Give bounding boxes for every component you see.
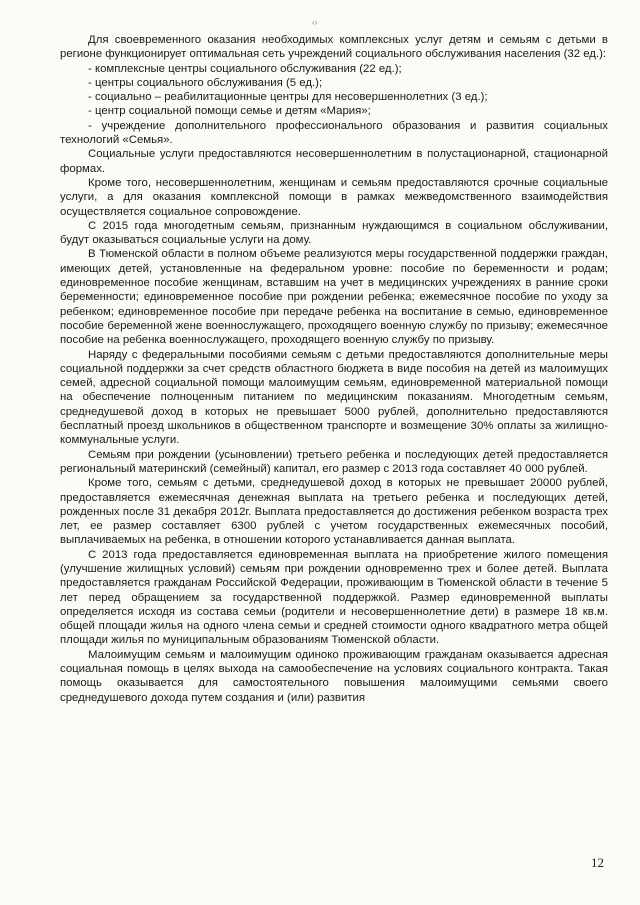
paragraph: Социальные услуги предоставляются несовершеннолетним в полустационарной, стационарной формах. bbox=[60, 148, 608, 175]
paragraph: Малоимущим семьям и малоимущим одиноко проживающим гражданам оказывается адресная социальная помощь в целях выхода на самообеспечение на условиях социального контракта. Такая помощь оказывается для самостоятельного повышения малоимущими семьями своего среднедушевого дохода путем создания и (или) развития bbox=[60, 648, 608, 704]
list-item: - социально – реабилитационные центры для несовершеннолетних (3 ед.); bbox=[88, 91, 488, 104]
list-item: - центры социального обслуживания (5 ед.); bbox=[88, 76, 323, 89]
paragraph: Для своевременного оказания необходимых комплексных услуг детям и семьям с детьми в регионе функционирует оптимальная сеть учреждений социального обслуживания населения (32 ед.): bbox=[60, 34, 608, 61]
paragraph: Наряду с федеральными пособиями семьям с детьми предоставляются дополнительные меры социальной поддержки за счет средств областного бюджета в виде пособия на детей из малоимущих семей, адресной социальной помощи малоимущим семьям, единовременной материальной помощи на обеспечение полноценным питанием по медицинским показаниям. Многодетным семьям, среднедушевой доход в которых не превышает 5000 рублей, дополнительно предоставляются бесплатный проезд школьников в общественном транспорте и возмещение 30% оплаты за жилищно-коммунальные услуги. bbox=[60, 348, 608, 447]
paragraph: Кроме того, несовершеннолетним, женщинам и семьям предоставляются срочные социальные услуги, а для оказания комплексной помощи в рамках межведомственного взаимодействия осуществляется социальное сопровождение. bbox=[60, 176, 608, 218]
paragraph: С 2013 года предоставляется единовременная выплата на приобретение жилого помещения (улучшение жилищных условий) семьям при рождении одновременно трех и более детей. Выплата предоставляется гражданам Российской Федерации, проживающим в Тюменской области в течение 5 лет перед обращением за государственной поддержкой. Размер единовременной выплаты определяется исходя из состава семьи (родители и несовершеннолетние дети) в размере 18 кв.м. общей площади жилья на одного члена семьи и средней стоимости одного квадратного метра общей площади жилья по муниципальным образованиям Тюменской области. bbox=[60, 548, 608, 647]
paragraph: В Тюменской области в полном объеме реализуются меры государственной поддержки граждан, имеющих детей, установленные на федеральном уровне: пособие по беременности и родам; единовременное пособие женщинам, вставшим на учет в медицинских учреждениях в ранние сроки беременности; единовременное пособие при рождении ребенка; ежемесячное пособие по уходу за ребенком; единовременное пособие при передаче ребенка на воспитание в семью, единовременное пособие беременной жене военнослужащего, проходящего военную службу по призыву; ежемесячное пособие на ребенка военнослужащего, проходящего военную службу по призыву. bbox=[60, 248, 608, 347]
scan-mark: ‹› bbox=[312, 18, 318, 27]
document-body bbox=[60, 33, 608, 705]
paragraph: С 2015 года многодетным семьям, признанным нуждающимся в социальном обслуживании, будут оказываться социальные услуги на дому. bbox=[60, 219, 608, 247]
list-item: - комплексные центры социального обслуживания (22 ед.); bbox=[88, 62, 402, 75]
paragraph: Кроме того, семьям с детьми, среднедушевой доход в которых не превышает 20000 рублей, предоставляется ежемесячная денежная выплата на третьего ребенка и последующих детей, рожденных после 31 декабря 2012г. Выплата предоставляется до достижения ребенком возраста трех лет, ее размер составляет 6300 рублей с учетом государственных ежемесячных пособий, выплачиваемых на ребенка, в отношении которого устанавливается данная выплата. bbox=[60, 477, 608, 547]
list-item: - центр социальной помощи семье и детям «Мария»; bbox=[88, 105, 371, 118]
institution-list bbox=[60, 62, 608, 148]
list-item: - учреждение дополнительного профессионального образования и развития социальных технологий «Семья». bbox=[60, 119, 608, 147]
page-number: 12 bbox=[591, 855, 604, 870]
paragraph: Семьям при рождении (усыновлении) третьего ребенка и последующих детей предоставляется региональный материнский (семейный) капитал, его размер с 2013 года составляет 40 000 рублей. bbox=[60, 448, 608, 475]
